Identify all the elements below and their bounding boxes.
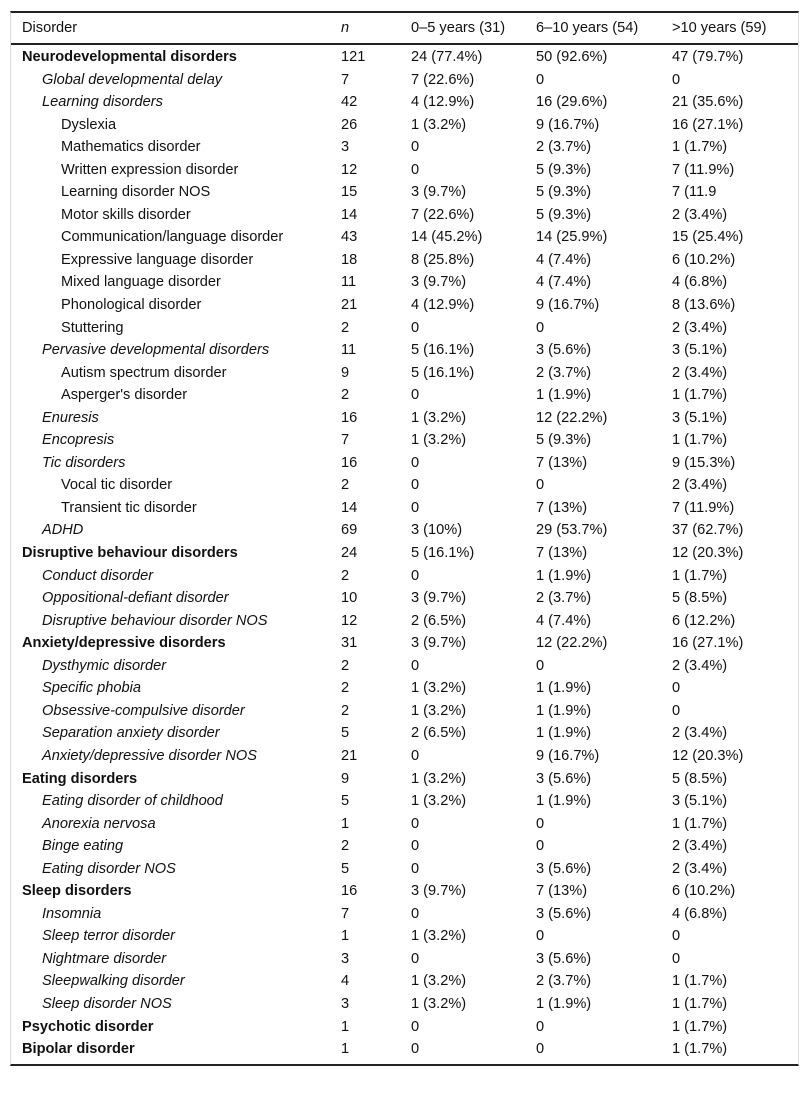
header-disorder: Disorder [22,20,78,36]
age-over-10-cell: 0 [672,928,681,945]
age-6-10-cell: 3 (5.6%) [536,770,592,787]
table-row [11,407,798,430]
age-over-10-cell: 3 (5.1%) [672,793,728,810]
age-6-10-cell: 5 (9.3%) [536,184,592,201]
age-over-10-cell: 2 (3.4%) [672,319,728,336]
disorder-cell: Eating disorders [22,770,138,787]
age-0-5-cell: 0 [411,747,420,764]
disorder-cell: Enuresis [42,409,99,426]
age-over-10-cell: 0 [672,71,681,88]
n-cell: 5 [341,725,350,742]
disorder-cell: Written expression disorder [61,161,239,178]
table-row [11,226,798,249]
n-cell: 1 [341,815,350,832]
n-cell: 2 [341,838,350,855]
table-row [11,993,798,1016]
age-6-10-cell: 3 (5.6%) [536,342,592,359]
table-row [11,294,798,317]
table-row [11,587,798,610]
n-cell: 31 [341,635,358,652]
n-cell: 9 [341,770,350,787]
n-cell: 21 [341,297,358,314]
age-6-10-cell: 2 (3.7%) [536,590,592,607]
disorder-cell: Learning disorder NOS [61,184,211,201]
n-cell: 24 [341,545,358,562]
age-0-5-cell: 7 (22.6%) [411,71,475,88]
age-6-10-cell: 0 [536,1018,545,1035]
disorder-cell: Disruptive behaviour disorder NOS [42,612,268,629]
age-over-10-cell: 37 (62.7%) [672,522,744,539]
age-6-10-cell: 9 (16.7%) [536,116,600,133]
disorder-cell: Dyslexia [61,116,117,133]
age-6-10-cell: 2 (3.7%) [536,973,592,990]
age-0-5-cell: 0 [411,860,420,877]
age-6-10-cell: 4 (7.4%) [536,612,592,629]
disorder-cell: Psychotic disorder [22,1018,154,1035]
n-cell: 2 [341,477,350,494]
age-over-10-cell: 12 (20.3%) [672,747,744,764]
table-row [11,204,798,227]
table-row [11,655,798,678]
n-cell: 2 [341,387,350,404]
age-6-10-cell: 3 (5.6%) [536,905,592,922]
age-6-10-cell: 7 (13%) [536,883,588,900]
age-over-10-cell: 21 (35.6%) [672,94,744,111]
disorder-cell: Anxiety/depressive disorders [22,635,226,652]
n-cell: 7 [341,71,350,88]
age-0-5-cell: 0 [411,477,420,494]
n-cell: 2 [341,567,350,584]
table-row [11,271,798,294]
n-cell: 26 [341,116,358,133]
n-cell: 1 [341,1041,350,1058]
disorder-cell: Separation anxiety disorder [42,725,220,742]
age-6-10-cell: 5 (9.3%) [536,206,592,223]
disorder-cell: Sleep terror disorder [42,928,176,945]
age-over-10-cell: 9 (15.3%) [672,454,736,471]
age-over-10-cell: 2 (3.4%) [672,477,728,494]
table-row [11,114,798,137]
table-row [11,91,798,114]
age-over-10-cell: 1 (1.7%) [672,139,728,156]
table-row [11,181,798,204]
n-cell: 16 [341,409,358,426]
age-6-10-cell: 16 (29.6%) [536,94,608,111]
disorder-cell: Phonological disorder [61,297,202,314]
disorder-cell: Transient tic disorder [61,499,197,516]
disorder-cell: Mathematics disorder [61,139,201,156]
age-6-10-cell: 0 [536,838,545,855]
n-cell: 4 [341,973,350,990]
table-row [11,835,798,858]
table-row [11,339,798,362]
age-over-10-cell: 1 (1.7%) [672,432,728,449]
disorder-cell: Insomnia [42,905,102,922]
age-0-5-cell: 0 [411,905,420,922]
age-0-5-cell: 3 (9.7%) [411,883,467,900]
age-over-10-cell: 1 (1.7%) [672,387,728,404]
age-6-10-cell: 1 (1.9%) [536,793,592,810]
age-0-5-cell: 0 [411,387,420,404]
age-0-5-cell: 0 [411,657,420,674]
n-cell: 1 [341,928,350,945]
age-6-10-cell: 5 (9.3%) [536,161,592,178]
age-0-5-cell: 7 (22.6%) [411,206,475,223]
n-cell: 3 [341,950,350,967]
age-6-10-cell: 12 (22.2%) [536,409,608,426]
age-0-5-cell: 1 (3.2%) [411,680,467,697]
age-0-5-cell: 3 (9.7%) [411,635,467,652]
table-row [11,677,798,700]
table-row [11,722,798,745]
age-over-10-cell: 47 (79.7%) [672,49,744,65]
header-n: n [341,20,350,36]
disorder-cell: Sleep disorder NOS [42,995,172,1012]
disorder-cell: Eating disorder NOS [42,860,176,877]
table-row [11,970,798,993]
n-cell: 2 [341,319,350,336]
table-row [11,813,798,836]
table-row [11,925,798,948]
age-0-5-cell: 5 (16.1%) [411,342,475,359]
disorder-cell: Oppositional-defiant disorder [42,590,229,607]
table-row [11,136,798,159]
age-6-10-cell: 50 (92.6%) [536,49,608,65]
disorder-cell: ADHD [42,522,84,539]
n-cell: 14 [341,206,358,223]
table-row [11,474,798,497]
disorder-cell: Conduct disorder [42,567,154,584]
table-row [11,69,798,92]
n-cell: 15 [341,184,358,201]
table-row [11,429,798,452]
n-cell: 1 [341,1018,350,1035]
n-cell: 43 [341,229,358,246]
age-6-10-cell: 0 [536,657,545,674]
age-over-10-cell: 1 (1.7%) [672,995,728,1012]
age-0-5-cell: 1 (3.2%) [411,702,467,719]
n-cell: 11 [341,342,357,359]
n-cell: 12 [341,161,358,178]
age-0-5-cell: 0 [411,139,420,156]
age-0-5-cell: 2 (6.5%) [411,612,467,629]
age-6-10-cell: 1 (1.9%) [536,725,592,742]
table-row [11,565,798,588]
category-row [11,632,798,655]
age-6-10-cell: 7 (13%) [536,499,588,516]
category-row [11,46,798,69]
age-over-10-cell: 5 (8.5%) [672,770,728,787]
n-cell: 3 [341,995,350,1012]
age-over-10-cell: 2 (3.4%) [672,364,728,381]
age-over-10-cell: 1 (1.7%) [672,1041,728,1058]
age-6-10-cell: 5 (9.3%) [536,432,592,449]
n-cell: 10 [341,590,358,607]
age-over-10-cell: 1 (1.7%) [672,567,728,584]
age-over-10-cell: 15 (25.4%) [672,229,744,246]
table-row [11,249,798,272]
disorder-cell: Stuttering [61,319,124,336]
age-6-10-cell: 0 [536,319,545,336]
age-over-10-cell: 16 (27.1%) [672,116,744,133]
age-6-10-cell: 0 [536,928,545,945]
age-0-5-cell: 3 (9.7%) [411,274,467,291]
n-cell: 5 [341,860,350,877]
disorder-cell: Binge eating [42,838,124,855]
table-row [11,858,798,881]
table-row [11,610,798,633]
disorder-age-table [10,11,799,1066]
n-cell: 7 [341,432,350,449]
table-row [11,948,798,971]
disorder-cell: Vocal tic disorder [61,477,173,494]
disorder-cell: Neurodevelopmental disorders [22,49,237,65]
table-row [11,452,798,475]
n-cell: 12 [341,612,358,629]
age-0-5-cell: 5 (16.1%) [411,364,475,381]
age-0-5-cell: 2 (6.5%) [411,725,467,742]
age-0-5-cell: 0 [411,567,420,584]
table-row [11,700,798,723]
age-0-5-cell: 3 (9.7%) [411,184,467,201]
age-6-10-cell: 3 (5.6%) [536,860,592,877]
age-6-10-cell: 12 (22.2%) [536,635,608,652]
category-row [11,768,798,791]
age-0-5-cell: 1 (3.2%) [411,116,467,133]
age-0-5-cell: 0 [411,319,420,336]
age-over-10-cell: 8 (13.6%) [672,297,736,314]
disorder-cell: Learning disorders [42,94,163,111]
disorder-cell: Disruptive behaviour disorders [22,545,238,562]
n-cell: 69 [341,522,358,539]
n-cell: 121 [341,49,366,65]
category-row [11,542,798,565]
age-over-10-cell: 1 (1.7%) [672,973,728,990]
age-6-10-cell: 4 (7.4%) [536,251,592,268]
age-0-5-cell: 4 (12.9%) [411,94,475,111]
n-cell: 2 [341,702,350,719]
age-6-10-cell: 7 (13%) [536,454,588,471]
age-over-10-cell: 2 (3.4%) [672,860,728,877]
table-row [11,159,798,182]
age-6-10-cell: 0 [536,477,545,494]
age-0-5-cell: 0 [411,454,420,471]
age-6-10-cell: 1 (1.9%) [536,702,592,719]
n-cell: 16 [341,883,358,900]
age-0-5-cell: 1 (3.2%) [411,793,467,810]
age-0-5-cell: 0 [411,950,420,967]
age-0-5-cell: 0 [411,838,420,855]
age-0-5-cell: 0 [411,815,420,832]
disorder-cell: Expressive language disorder [61,251,254,268]
age-6-10-cell: 0 [536,815,545,832]
age-0-5-cell: 1 (3.2%) [411,928,467,945]
age-over-10-cell: 0 [672,680,681,697]
n-cell: 42 [341,94,358,111]
age-0-5-cell: 0 [411,1018,420,1035]
n-cell: 16 [341,454,358,471]
category-row [11,1038,798,1061]
disorder-cell: Dysthymic disorder [42,657,167,674]
n-cell: 21 [341,747,358,764]
age-0-5-cell: 5 (16.1%) [411,545,475,562]
disorder-cell: Eating disorder of childhood [42,793,223,810]
disorder-cell: Obsessive-compulsive disorder [42,702,245,719]
category-row [11,1016,798,1039]
age-6-10-cell: 29 (53.7%) [536,522,608,539]
age-over-10-cell: 6 (10.2%) [672,883,736,900]
age-6-10-cell: 2 (3.7%) [536,139,592,156]
table-header-row [11,13,798,45]
disorder-cell: Sleepwalking disorder [42,973,185,990]
n-cell: 2 [341,680,350,697]
table-row [11,384,798,407]
n-cell: 9 [341,364,350,381]
age-0-5-cell: 1 (3.2%) [411,973,467,990]
disorder-cell: Asperger's disorder [61,387,188,404]
age-0-5-cell: 3 (9.7%) [411,590,467,607]
age-0-5-cell: 4 (12.9%) [411,297,475,314]
age-6-10-cell: 4 (7.4%) [536,274,592,291]
age-6-10-cell: 0 [536,1041,545,1058]
age-6-10-cell: 9 (16.7%) [536,297,600,314]
disorder-cell: Communication/language disorder [61,229,284,246]
n-cell: 18 [341,251,358,268]
header-age-0-5: 0–5 years (31) [411,20,506,36]
disorder-cell: Mixed language disorder [61,274,221,291]
age-6-10-cell: 1 (1.9%) [536,567,592,584]
age-over-10-cell: 2 (3.4%) [672,657,728,674]
age-over-10-cell: 5 (8.5%) [672,590,728,607]
age-6-10-cell: 14 (25.9%) [536,229,608,246]
table-row [11,790,798,813]
disorder-cell: Anorexia nervosa [42,815,156,832]
age-0-5-cell: 3 (10%) [411,522,463,539]
disorder-cell: Tic disorders [42,454,126,471]
age-over-10-cell: 7 (11.9%) [672,161,735,178]
age-over-10-cell: 6 (10.2%) [672,251,736,268]
age-over-10-cell: 2 (3.4%) [672,725,728,742]
age-0-5-cell: 24 (77.4%) [411,49,483,65]
age-over-10-cell: 1 (1.7%) [672,815,728,832]
age-6-10-cell: 3 (5.6%) [536,950,592,967]
age-0-5-cell: 0 [411,1041,420,1058]
disorder-cell: Pervasive developmental disorders [42,342,270,359]
n-cell: 14 [341,499,358,516]
age-over-10-cell: 6 (12.2%) [672,612,736,629]
disorder-cell: Motor skills disorder [61,206,191,223]
disorder-cell: Sleep disorders [22,883,132,900]
age-0-5-cell: 1 (3.2%) [411,432,467,449]
age-over-10-cell: 2 (3.4%) [672,838,728,855]
disorder-cell: Bipolar disorder [22,1041,135,1058]
disorder-cell: Autism spectrum disorder [61,364,227,381]
n-cell: 5 [341,793,350,810]
age-over-10-cell: 0 [672,950,681,967]
disorder-cell: Specific phobia [42,680,141,697]
age-over-10-cell: 4 (6.8%) [672,274,728,291]
age-6-10-cell: 1 (1.9%) [536,995,592,1012]
age-0-5-cell: 1 (3.2%) [411,409,467,426]
disorder-cell: Nightmare disorder [42,950,167,967]
table-row [11,519,798,542]
age-6-10-cell: 1 (1.9%) [536,387,592,404]
age-0-5-cell: 14 (45.2%) [411,229,483,246]
table-row [11,317,798,340]
age-over-10-cell: 12 (20.3%) [672,545,744,562]
age-over-10-cell: 16 (27.1%) [672,635,744,652]
age-over-10-cell: 3 (5.1%) [672,342,728,359]
age-6-10-cell: 2 (3.7%) [536,364,592,381]
disorder-cell: Anxiety/depressive disorder NOS [42,747,257,764]
header-age-6-10: 6–10 years (54) [536,20,639,36]
age-6-10-cell: 9 (16.7%) [536,747,600,764]
category-row [11,880,798,903]
age-6-10-cell: 1 (1.9%) [536,680,592,697]
n-cell: 3 [341,139,350,156]
age-over-10-cell: 7 (11.9 [672,184,717,201]
table-row [11,362,798,385]
header-age-over-10: >10 years (59) [672,20,767,36]
table-row [11,497,798,520]
age-0-5-cell: 1 (3.2%) [411,770,467,787]
age-over-10-cell: 7 (11.9%) [672,499,735,516]
age-0-5-cell: 8 (25.8%) [411,251,475,268]
disorder-cell: Global developmental delay [42,71,223,88]
age-0-5-cell: 0 [411,161,420,178]
table-body [11,45,798,1064]
n-cell: 7 [341,905,350,922]
age-0-5-cell: 1 (3.2%) [411,995,467,1012]
age-6-10-cell: 7 (13%) [536,545,588,562]
age-over-10-cell: 1 (1.7%) [672,1018,728,1035]
disorder-cell: Encopresis [42,432,115,449]
n-cell: 11 [341,274,357,291]
age-over-10-cell: 0 [672,702,681,719]
age-over-10-cell: 2 (3.4%) [672,206,728,223]
table-row [11,745,798,768]
age-6-10-cell: 0 [536,71,545,88]
age-over-10-cell: 3 (5.1%) [672,409,728,426]
table-row [11,903,798,926]
n-cell: 2 [341,657,350,674]
age-over-10-cell: 4 (6.8%) [672,905,728,922]
age-0-5-cell: 0 [411,499,420,516]
